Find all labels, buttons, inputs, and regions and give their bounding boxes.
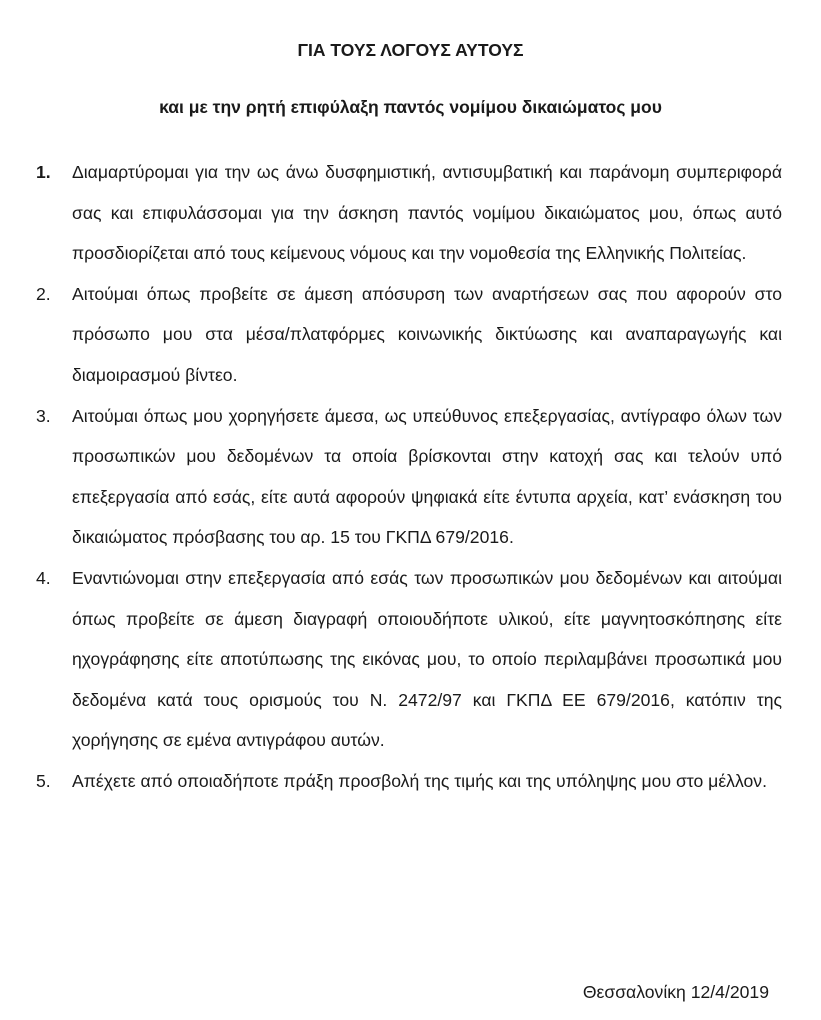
list-item-number: 3. (36, 405, 51, 426)
place-and-date: Θεσσαλονίκη 12/4/2019 (582, 982, 769, 1002)
list-item (36, 152, 782, 274)
list-item (36, 558, 782, 761)
list-item (36, 761, 782, 802)
list-item-number: 1. (36, 162, 51, 182)
list-item-text: Εναντιώνομαι στην επεξεργασία από εσάς των προσωπικών μου δεδομένων και αιτούμαι όπως προβείτε σε άμεση διαγραφή οποιουδήποτε υλικού, είτε μαγνητοσκόπησης είτε ηχογράφησης είτε αποτύπωσης της εικόνας μου, το οποίο περιλαμβάνει προσωπικά μου δεδομένα κατά τους ορισμούς του Ν. 2472/97 και ΓΚΠΔ ΕΕ 679/2016, κατόπιν της χορήγησης σε εμένα αντιγράφου αυτών. (72, 567, 782, 751)
list-item-number: 4. (36, 567, 51, 588)
list-item-text: Απέχετε από οποιαδήποτε πράξη προσβολή της τιμής και της υπόληψης μου στο μέλλον. (72, 770, 767, 791)
list-item-text: Αιτούμαι όπως μου χορηγήσετε άμεσα, ως υπεύθυνος επεξεργασίας, αντίγραφο όλων των προσωπικών μου δεδομένων τα οποία βρίσκονται στην κατοχή σας και τελούν υπό επεξεργασία από εσάς, είτε αυτά αφορούν ψηφιακά είτε έντυπα αρχεία, κατ’ ενάσκηση του δικαιώματος πρόσβασης του αρ. 15 του ΓΚΠΔ 679/2016. (72, 405, 782, 548)
list-item (36, 396, 782, 558)
list-item-text: Αιτούμαι όπως προβείτε σε άμεση απόσυρση των αναρτήσεων σας που αφορούν στο πρόσωπο μου στα μέσα/πλατφόρμες κοινωνικής δικτύωσης και αναπαραγωγής και διαμοιρασμού βίντεο. (72, 283, 782, 385)
list-item-number: 2. (36, 283, 51, 304)
document-heading: ΓΙΑ ΤΟΥΣ ΛΟΓΟΥΣ ΑΥΤΟΥΣ (297, 40, 524, 60)
list-item-number: 5. (36, 770, 51, 791)
list-item (36, 274, 782, 396)
list-item-text: Διαμαρτύρομαι για την ως άνω δυσφημιστική, αντισυμβατική και παράνομη συμπεριφορά σας και επιφυλάσσομαι για την άσκηση παντός νομίμου δικαιώματος μου, όπως αυτό προσδιορίζεται από τους κείμενους νόμους και την νομοθεσία της Ελληνικής Πολιτείας. (72, 162, 782, 264)
numbered-list (36, 152, 782, 802)
document-subheading: και με την ρητή επιφύλαξη παντός νομίμου δικαιώματος μου (159, 97, 662, 117)
